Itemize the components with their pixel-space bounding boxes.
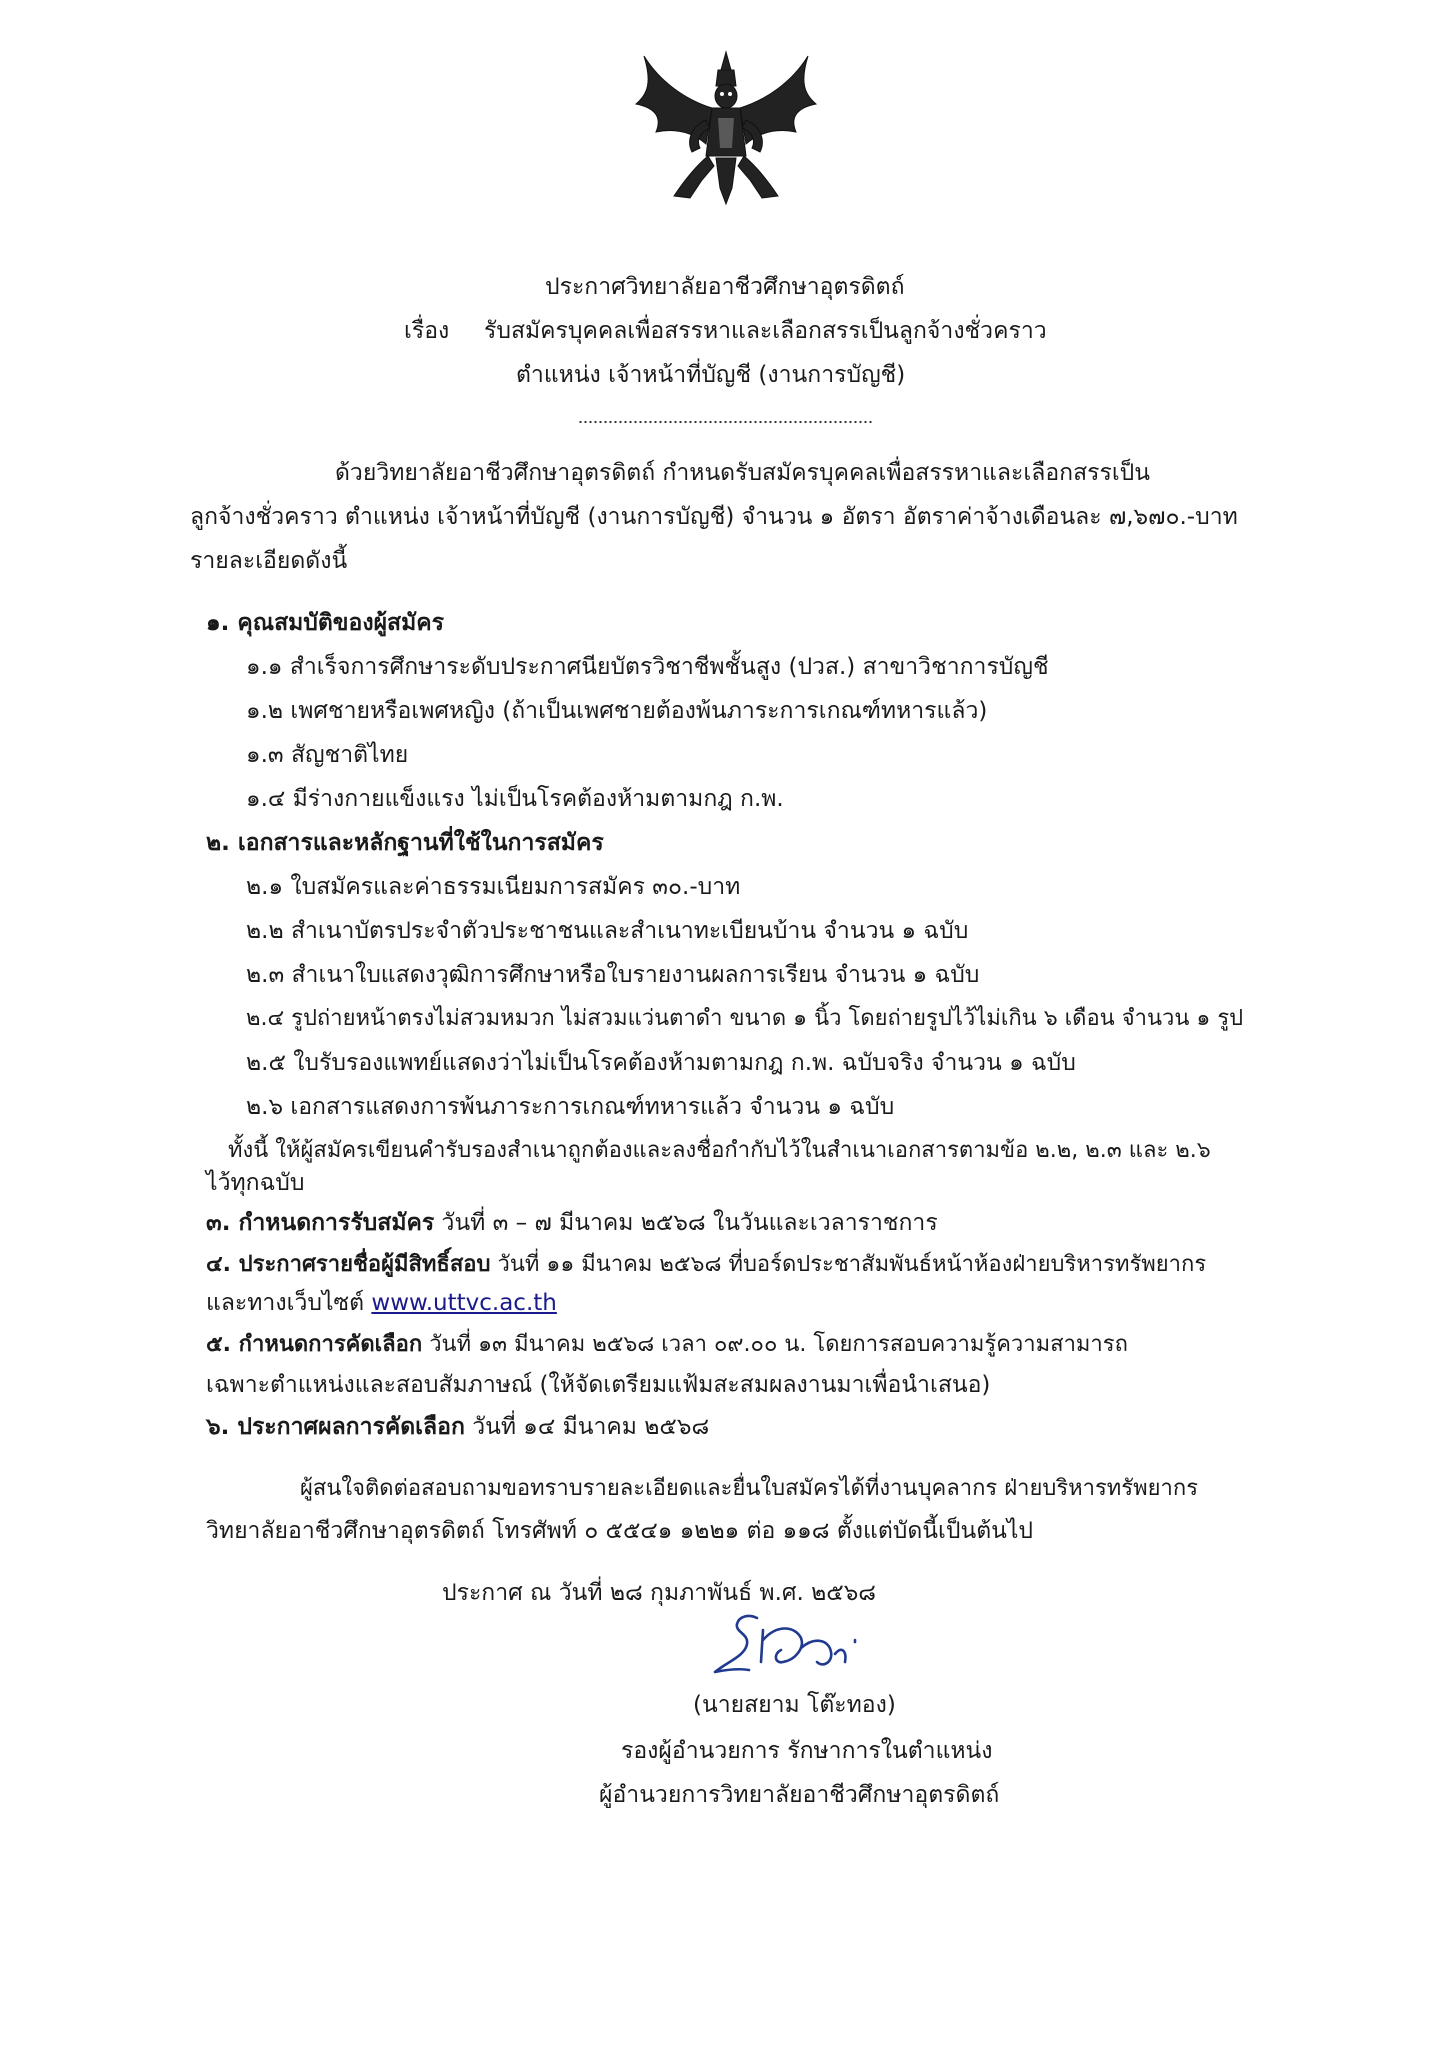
section-3-heading: ๓. กำหนดการรับสมัคร <box>206 1210 435 1236</box>
header-divider <box>578 420 874 424</box>
section-1-item: ๑.๒ เพศชายหรือเพศหญิง (ถ้าเป็นเพศชายต้องพ้นภาระการเกณฑ์ทหารแล้ว) <box>246 698 988 724</box>
section-2-item: ๒.๖ เอกสารแสดงการพ้นภาระการเกณฑ์ทหารแล้ว จำนวน ๑ ฉบับ <box>246 1094 895 1120</box>
document-title: ประกาศวิทยาลัยอาชีวศึกษาอุตรดิตถ์ <box>545 274 905 300</box>
contact-line-1: ผู้สนใจติดต่อสอบถามขอทราบรายละเอียดและยื่นใบสมัครได้ที่งานบุคลากร ฝ่ายบริหารทรัพยากร <box>300 1476 1199 1501</box>
section-2-item: ๒.๔ รูปถ่ายหน้าตรงไม่สวมหมวก ไม่สวมแว่นตาดำ ขนาด ๑ นิ้ว โดยถ่ายรูปไว้ไม่เกิน ๖ เดือน จำนวน ๑ รูป <box>246 1006 1244 1031</box>
section-2-item: ๒.๑ ใบสมัครและค่าธรรมเนียมการสมัคร ๓๐.-บาท <box>246 874 741 900</box>
signature-icon <box>705 1610 890 1688</box>
subject-label: เรื่อง <box>404 318 450 344</box>
section-3-text: วันที่ ๓ – ๗ มีนาคม ๒๕๖๘ ในวันและเวลาราชการ <box>441 1210 938 1236</box>
intro-line-3: รายละเอียดดังนี้ <box>190 548 348 574</box>
subject-text: รับสมัครบุคคลเพื่อสรรหาและเลือกสรรเป็นลูกจ้างชั่วคราว <box>484 318 1047 344</box>
section-5-line-2: เฉพาะตำแหน่งและสอบสัมภาษณ์ (ให้จัดเตรียมแฟ้มสะสมผลงานมาเพื่อนำเสนอ) <box>206 1372 991 1398</box>
section-2-note: ทั้งนี้ ให้ผู้สมัครเขียนคำรับรองสำเนาถูกต้องและลงชื่อกำกับไว้ในสำเนาเอกสารตามข้อ ๒.๒, ๒.๓ และ ๒.๖ <box>228 1138 1211 1163</box>
section-2-note-cont: ไว้ทุกฉบับ <box>206 1170 305 1196</box>
intro-line-1: ด้วยวิทยาลัยอาชีวศึกษาอุตรดิตถ์ กำหนดรับสมัครบุคคลเพื่อสรรหาและเลือกสรรเป็น <box>335 460 1151 486</box>
section-6-row <box>206 1412 709 1442</box>
announced-date: ประกาศ ณ วันที่ ๒๘ กุมภาพันธ์ พ.ศ. ๒๕๖๘ <box>442 1580 877 1606</box>
section-4-row <box>206 1250 1206 1280</box>
position-text: ตำแหน่ง เจ้าหน้าที่บัญชี (งานการบัญชี) <box>516 362 906 388</box>
section-6-heading: ๖. ประกาศผลการคัดเลือก <box>206 1414 465 1440</box>
section-6-text: วันที่ ๑๔ มีนาคม ๒๕๖๘ <box>472 1414 710 1440</box>
section-4-line-2 <box>206 1288 557 1318</box>
section-1-item: ๑.๑ สำเร็จการศึกษาระดับประกาศนียบัตรวิชาชีพชั้นสูง (ปวส.) สาขาวิชาการบัญชี <box>246 654 1049 680</box>
section-1-item: ๑.๓ สัญชาติไทย <box>246 742 409 768</box>
section-1-heading: ๑. คุณสมบัติของผู้สมัคร <box>206 610 444 636</box>
section-2-item: ๒.๒ สำเนาบัตรประจำตัวประชาชนและสำเนาทะเบียนบ้าน จำนวน ๑ ฉบับ <box>246 918 969 944</box>
intro-line-2: ลูกจ้างชั่วคราว ตำแหน่ง เจ้าหน้าที่บัญชี (งานการบัญชี) จำนวน ๑ อัตรา อัตราค่าจ้างเดือนละ ๗,๖๗๐.-บาท <box>190 504 1238 530</box>
section-2-item: ๒.๓ สำเนาใบแสดงวุฒิการศึกษาหรือใบรายงานผลการเรียน จำนวน ๑ ฉบับ <box>246 962 980 988</box>
signatory-name: (นายสยาม โต๊ะทอง) <box>693 1692 896 1718</box>
section-4-heading: ๔. ประกาศรายชื่อผู้มีสิทธิ์สอบ <box>206 1252 491 1277</box>
section-1-item: ๑.๔ มีร่างกายแข็งแรง ไม่เป็นโรคต้องห้ามตามกฎ ก.พ. <box>246 786 784 812</box>
section-5-row <box>206 1330 1128 1360</box>
section-2-item: ๒.๕ ใบรับรองแพทย์แสดงว่าไม่เป็นโรคต้องห้ามตามกฎ ก.พ. ฉบับจริง จำนวน ๑ ฉบับ <box>246 1050 1076 1076</box>
section-2-heading: ๒. เอกสารและหลักฐานที่ใช้ในการสมัคร <box>206 830 604 856</box>
section-4-website-label: และทางเว็บไซต์ <box>206 1290 365 1316</box>
section-3-row <box>206 1208 938 1238</box>
signatory-title-1: รองผู้อำนวยการ รักษาการในตำแหน่ง <box>621 1738 993 1764</box>
signatory-title-2: ผู้อำนวยการวิทยาลัยอาชีวศึกษาอุตรดิตถ์ <box>599 1782 1000 1808</box>
website-link[interactable]: www.uttvc.ac.th <box>371 1290 557 1316</box>
section-5-text: วันที่ ๑๓ มีนาคม ๒๕๖๘ เวลา ๐๙.๐๐ น. โดยการสอบความรู้ความสามารถ <box>429 1332 1128 1357</box>
section-5-heading: ๕. กำหนดการคัดเลือก <box>206 1332 423 1357</box>
garuda-emblem-icon <box>626 48 826 208</box>
contact-line-2: วิทยาลัยอาชีวศึกษาอุตรดิตถ์ โทรศัพท์ ๐ ๕๕๔๑ ๑๒๒๑ ต่อ ๑๑๘ ตั้งแต่บัดนี้เป็นต้นไป <box>206 1518 1034 1544</box>
section-4-text: วันที่ ๑๑ มีนาคม ๒๕๖๘ ที่บอร์ดประชาสัมพันธ์หน้าห้องฝ่ายบริหารทรัพยากร <box>497 1252 1207 1277</box>
